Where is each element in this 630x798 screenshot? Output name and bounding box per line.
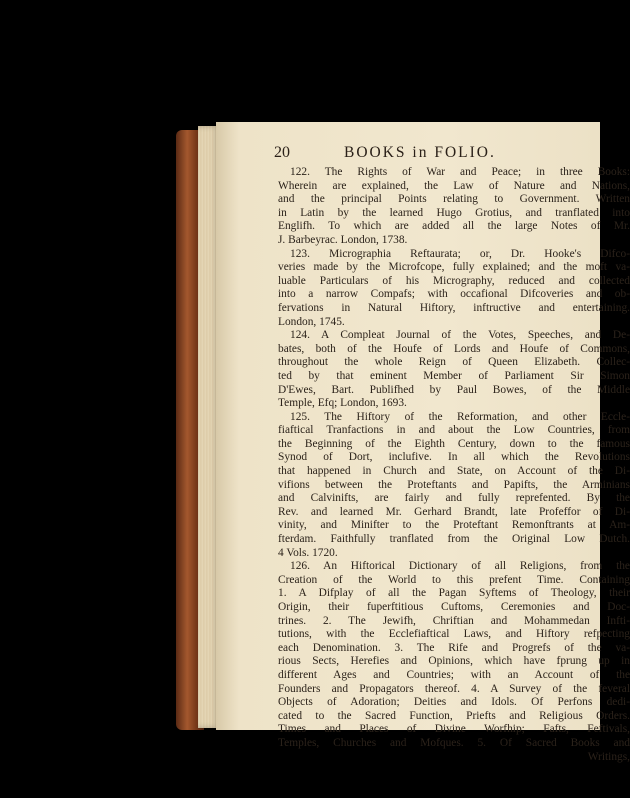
catchword: Writings, [587, 750, 630, 763]
text-line: Synod of Dort, inclufive. In all which the Revolutions [278, 451, 630, 464]
text-line: J. Barbeyrac. London, 1738. [278, 233, 408, 246]
page-number: 20 [274, 144, 290, 161]
text-line: cated to the Sacred Function, Priefts and Religious Orders. [278, 709, 630, 722]
text-line: Englifh. To which are added all the large Notes of Mr. [278, 220, 630, 233]
text-line: Times and Places of Divine Worfhip; Fafts, Feftivals, [278, 723, 630, 736]
text-line: bates, both of the Houfe of Lords and Houfe of Commons, [278, 342, 630, 355]
text-line: that happened in Church and State, on Account of the Di- [278, 465, 630, 478]
text-line: and the principal Points relating to Government. Written [278, 193, 630, 206]
text-line: Rev. and learned Mr. Gerhard Brandt, late Profeffor of Di- [278, 505, 630, 518]
text-line: 4 Vols. 1720. [278, 546, 338, 559]
text-line: vinity, and Minifter to the Proteftant Remonftrants at Am- [278, 519, 630, 532]
text-line: the Beginning of the Eighth Century, down to the famous [278, 437, 630, 450]
page-text [278, 166, 630, 764]
text-line: 122. The Rights of War and Peace; in three Books: [290, 166, 630, 178]
running-title: BOOKS in FOLIO. [344, 144, 496, 161]
text-line: London, 1745. [278, 315, 345, 328]
text-line: vifions between the Proteftants and Papifts, the Arminians [278, 478, 630, 491]
text-line: 1. A Difplay of all the Pagan Syftems of Theology, their [278, 587, 630, 600]
text-line: fiaftical Tranfactions in and about the Low Countries, from [278, 424, 630, 437]
text-line: Objects of Adoration; Deities and Idols. Of Perfons dedi- [278, 696, 630, 709]
text-line: rious Sects, Herefies and Opinions, which have fprung up in [278, 655, 630, 668]
text-line: tutions, with the Ecclefiaftical Laws, and Hiftory refpecting [278, 628, 630, 641]
text-line: into a narrow Compafs; with occafional Difcoveries and ob- [278, 288, 630, 301]
text-line: 126. An Hiftorical Dictionary of all Religions, from the [290, 560, 630, 573]
text-line: trines. 2. The Jewifh, Chriftian and Mohammedan Infti- [278, 614, 630, 627]
text-line: luable Particulars of his Micrography, reduced and collected [278, 274, 630, 287]
text-line: Founders and Propagators thereof. 4. A Survey of the feveral [278, 682, 630, 695]
text-line: in Latin by the learned Hugo Grotius, and tranflated into [278, 206, 630, 219]
text-line: each Denomination. 3. The Rife and Progrefs of the va- [278, 641, 630, 654]
text-line: Temples, Churches and Mofques. 5. Of Sacred Books and [278, 736, 630, 749]
text-line: Origin, their fuperftitious Cuftoms, Ceremonies and Doc- [278, 601, 630, 613]
text-line: ted by that eminent Member of Parliament Sir Simon [278, 369, 630, 382]
text-line: and Calvinifts, are fairly and fully reprefented. By the [278, 492, 630, 505]
text-line: fervations in Natural Hiftory, inftructive and entertaining. [278, 301, 630, 314]
text-line: different Ages and Countries; with an Account of the [278, 668, 630, 681]
book-page [216, 122, 630, 763]
text-line: Creation of the World to this prefent Time. Containing [278, 573, 630, 586]
text-line: veries made by the Microfcope, fully explained; and the moft va- [278, 261, 630, 274]
text-line: 125. The Hiftory of the Reformation, and other Eccle- [290, 410, 630, 423]
page-header [274, 144, 624, 164]
text-line: D'Ewes, Bart. Publifhed by Paul Bowes, of the Middle [278, 383, 630, 396]
open-book [176, 122, 630, 763]
text-line: throughout the whole Reign of Queen Elizabeth. Collec- [278, 356, 630, 369]
text-line: fterdam. Faithfully tranflated from the Original Low Dutch. [278, 533, 630, 546]
text-line: Wherein are explained, the Law of Nature and Nations, [278, 179, 630, 192]
text-line: Temple, Efq; London, 1693. [278, 397, 407, 410]
text-line: 123. Micrographia Reftaurata; or, Dr. Hooke's Difco- [290, 247, 630, 260]
text-line: 124. A Compleat Journal of the Votes, Speeches, and De- [290, 329, 630, 342]
